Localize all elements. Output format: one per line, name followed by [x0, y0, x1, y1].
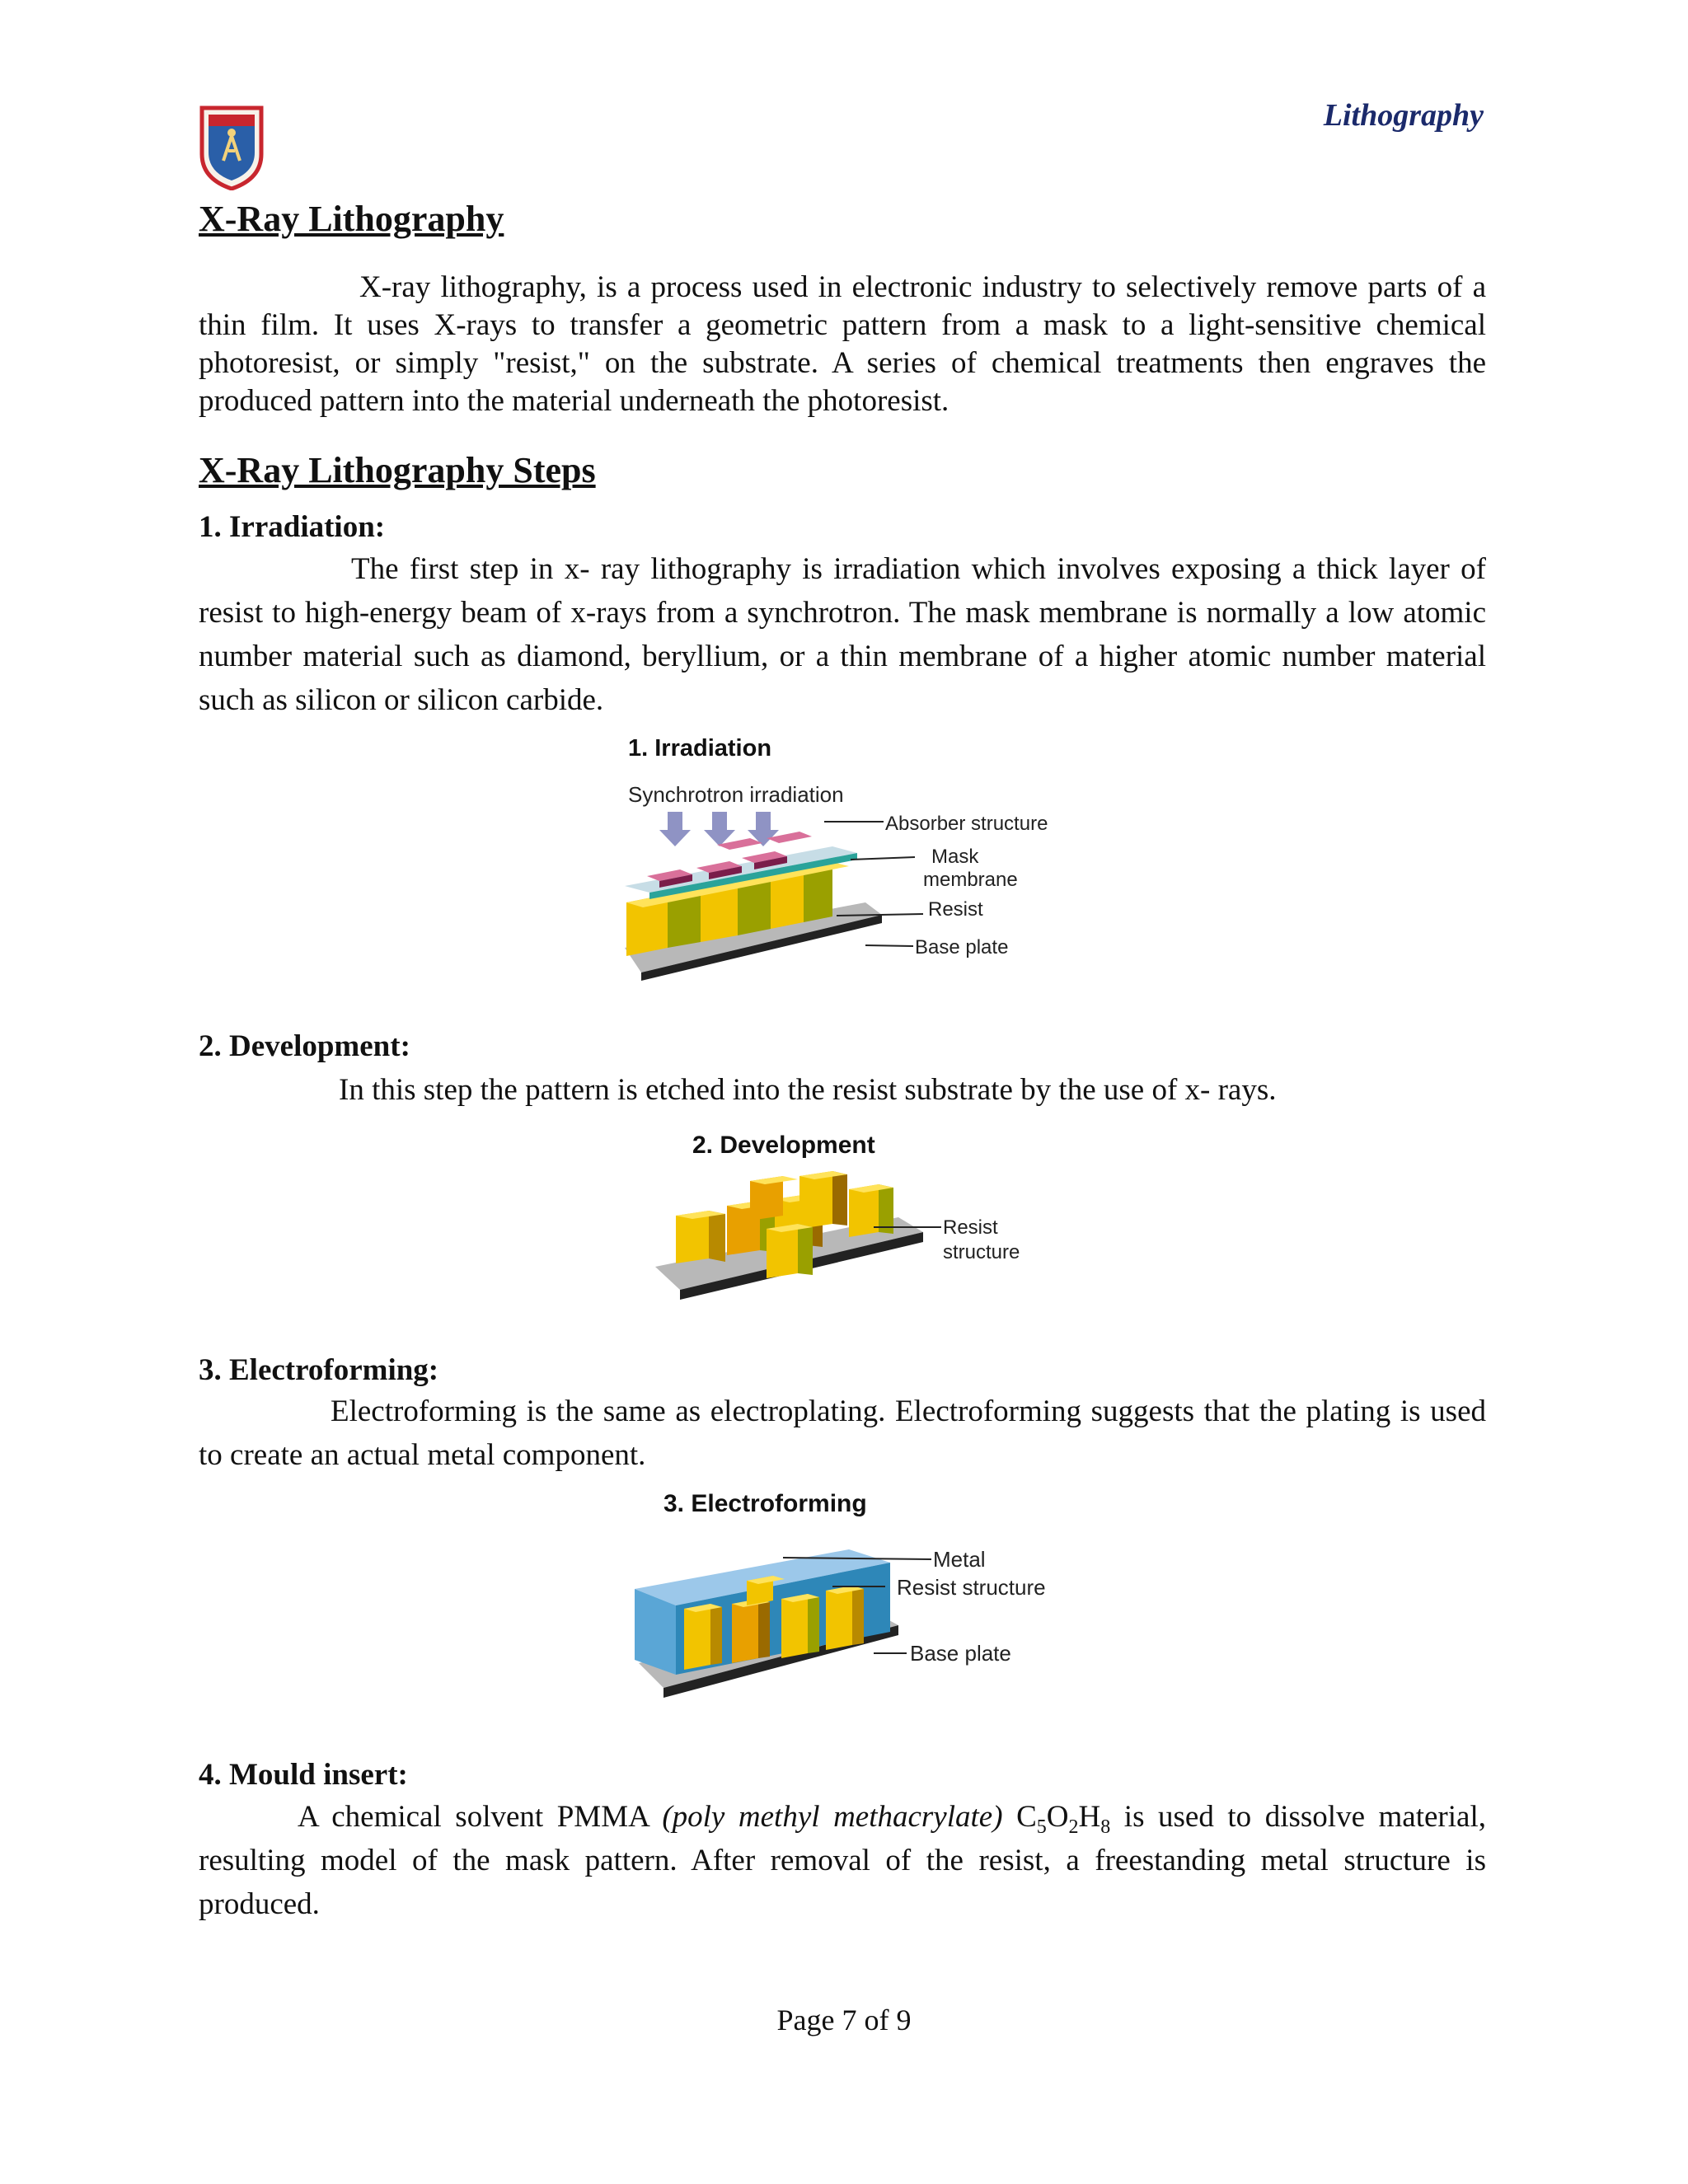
figure-3-title: 3. Electroforming — [663, 1490, 867, 1517]
university-logo — [199, 103, 265, 190]
figure-irradiation — [618, 729, 1063, 993]
label-resist: Resist — [943, 1216, 998, 1239]
step-3-title: 3. Electroforming: — [199, 1353, 439, 1387]
figure-electroforming — [635, 1483, 1047, 1714]
step-2-title: 2. Development: — [199, 1029, 410, 1063]
figure-development — [651, 1125, 1047, 1315]
step-4-text: A chemical solvent PMMA (poly methyl methacrylate) $C_5O_2H_8$ is used to dissolve material, resulting model of the mask pattern. After removal of the resist, a freestanding metal structure is produced. — [199, 1800, 1486, 1921]
label-base-plate: Base plate — [915, 936, 1009, 958]
page-title: X-Ray Lithography — [199, 199, 504, 239]
label-base-plate: Base plate — [910, 1641, 1011, 1666]
step-1-title: 1. Irradiation: — [199, 510, 386, 544]
label-membrane: membrane — [923, 869, 1018, 891]
label-mask: Mask — [931, 846, 979, 868]
label-structure: structure — [943, 1241, 1020, 1263]
chemical-formula: $C_5O_2H_8$ — [1016, 1800, 1111, 1838]
figure-1-title: 1. Irradiation — [628, 735, 772, 762]
step-2-paragraph — [199, 1071, 1486, 1109]
intro-text: X-ray lithography, is a process used in electronic industry to selectively remove parts of a thin film. It uses X-rays to transfer a geometric pattern from a mask to a light-sensitive chemical photoresist, or simply "resist," on the substrate. A series of chemical treatments then engraves the produced pattern into the material underneath the photoresist. — [199, 270, 1486, 418]
figure-2-title: 2. Development — [692, 1132, 875, 1159]
step-2-text: In this step the pattern is etched into the resist substrate by the use of x- rays. — [339, 1073, 1277, 1107]
intro-paragraph — [199, 269, 1486, 420]
x-ray-arrows — [659, 812, 779, 846]
step-4-paragraph — [199, 1795, 1486, 1926]
step-1-text: The first step in x- ray lithography is irradiation which involves exposing a thick layer of resist to high-energy beam of x-rays from a synchrotron. The mask membrane is normally a low atomic number material such as diamond, beryllium, or a thin membrane of a higher atomic number material such as silicon or silicon carbide. — [199, 552, 1486, 717]
running-header: Lithography — [1323, 98, 1484, 133]
step-1-paragraph — [199, 547, 1486, 722]
step-4-title: 4. Mould insert: — [199, 1758, 408, 1792]
label-absorber: Absorber structure — [885, 813, 1048, 835]
label-metal: Metal — [933, 1547, 986, 1572]
page-number: Page 7 of 9 — [776, 2004, 912, 2036]
figure-1-caption: Synchrotron irradiation — [628, 782, 844, 807]
step-3-paragraph — [199, 1390, 1486, 1477]
steps-heading: X-Ray Lithography Steps — [199, 450, 596, 490]
label-resist: Resist — [928, 898, 983, 921]
label-resist-structure: Resist structure — [897, 1575, 1046, 1600]
step-3-text: Electroforming is the same as electroplating. Electroforming suggests that the plating is used to create an actual metal component. — [199, 1394, 1486, 1472]
